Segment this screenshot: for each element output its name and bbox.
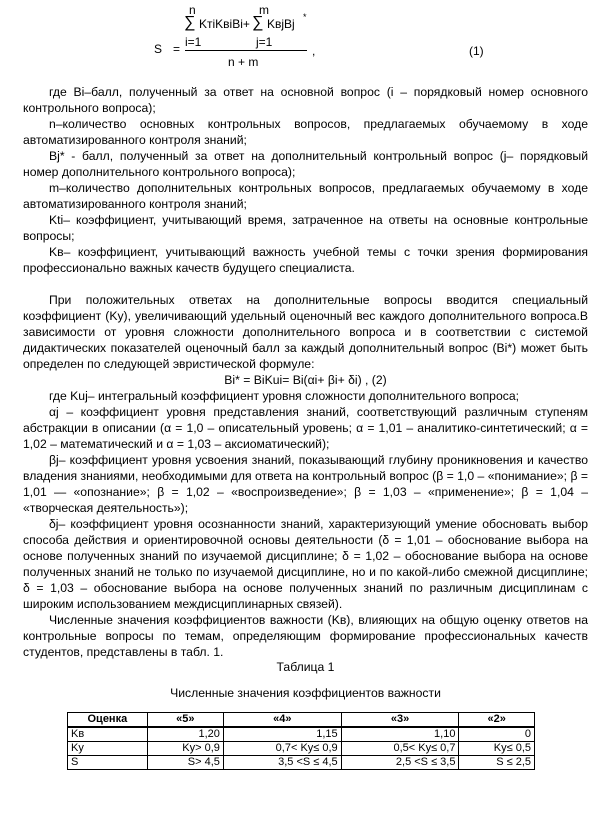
formula-denominator: n + m: [228, 55, 259, 69]
table-cell: 1,10: [341, 727, 459, 742]
table-cell: 1,20: [147, 727, 223, 742]
document-body: [23, 84, 588, 770]
definition-beta: βj– коэффициент уровня усвоения знаний, показывающий глубину проникновения и качество владения знаниями, необходимыми для ответа на контрольный вопрос (β = 1,0 – «понимание»; β = 1,01 — «опознание»; β = 1,02 – «воспроизведение»; β = 1,03 – «применение»; β = 1,04 – «творческая деятельность»);: [23, 453, 588, 515]
formula-comma: ,: [312, 44, 316, 58]
formula-term1: KтiKвiBi+: [199, 17, 250, 31]
formula-j-start: j=1: [256, 35, 273, 49]
definition-kuj: где Kuj– интегральный коэффициент уровня сложности дополнительного вопроса;: [49, 389, 519, 403]
formula-term2: KвjBj: [267, 17, 295, 31]
importance-coefficients-table: [67, 712, 535, 770]
fraction-bar: [185, 50, 307, 51]
table-cell: 0,7< Kу≤ 0,9: [223, 742, 341, 756]
definition-kti: Kti– коэффициент, учитывающий время, затраченное на ответы на основные контрольные вопросы;: [23, 213, 588, 243]
table-cell: 0: [459, 727, 535, 742]
paragraph-ku: При положительных ответах на дополнительные вопросы вводится специальный коэффициент (Kу), увеличивающий удельный оценочный вес каждого дополнительного вопроса.В зависимости от уровня сложности дополнительного вопроса и в соответствии с системой дидактических показателей оценочный балл за каждый дополнительный вопрос (Bi*) может быть определен по следующей эвристической формуле:: [23, 293, 588, 371]
formula-2: Bi* = BiKui= Bi(αi+ βi+ δi) , (2): [224, 373, 387, 387]
table-cell: Kу: [68, 742, 148, 756]
table-cell: S ≤ 2,5: [459, 756, 535, 770]
definition-bi: где Bi–балл, полученный за ответ на основной вопрос (i – порядковый номер основного контрольного вопроса);: [23, 85, 588, 115]
formula-lhs: S: [154, 42, 163, 56]
table-header: Оценка: [68, 713, 148, 728]
table-header: «2»: [459, 713, 535, 728]
table-cell: 2,5 <S ≤ 3,5: [341, 756, 459, 770]
table-cell: Kу> 0,9: [147, 742, 223, 756]
table-cell: 1,15: [223, 727, 341, 742]
formula-number: (1): [469, 44, 484, 58]
table-header: «5»: [147, 713, 223, 728]
table-cell: S> 4,5: [147, 756, 223, 770]
sum-symbol-j: ∑: [252, 14, 264, 31]
table-row: [68, 756, 535, 770]
table-header: «3»: [341, 713, 459, 728]
table-header-row: [68, 713, 535, 728]
formula-equals: =: [173, 42, 181, 56]
table-cell: 3,5 <S ≤ 4,5: [223, 756, 341, 770]
definition-kv: Kв– коэффициент, учитывающий важность учебной темы с точки зрения формирования профессионально важных качеств будущего специалиста.: [23, 245, 588, 275]
table-title: Численные значения коэффициентов важности: [170, 686, 441, 701]
table-number: Таблица 1: [276, 660, 335, 674]
formula-star: *: [303, 12, 307, 22]
definition-n: n–количество основных контрольных вопросов, предлагаемых обучаемому в ходе автоматизированного контроля знаний;: [23, 117, 588, 147]
table-header: «4»: [223, 713, 341, 728]
table-cell: S: [68, 756, 148, 770]
formula-i-start: i=1: [185, 35, 202, 49]
table-cell: Kу≤ 0,5: [459, 742, 535, 756]
formula-m-limit: m: [259, 3, 269, 17]
definition-alpha: αj – коэффициент уровня представления знаний, соответствующий различным ступеням абстракции в описании (α = 1,0 – описательный уровень; α = 1,01 – аналитико-синтетический; α = 1,02 – математический и α = 1,03 – аксиоматический);: [23, 405, 588, 451]
blank-line: [23, 276, 588, 292]
definition-m: m–количество дополнительных контрольных вопросов, предлагаемых обучаемому в ходе автоматизированного контроля знаний;: [23, 181, 588, 211]
definition-bj: Bj* - балл, полученный за ответ на дополнительный контрольный вопрос (j– порядковый номер дополнительного контрольного вопроса);: [23, 149, 588, 179]
table-cell: Kв: [68, 727, 148, 742]
table-row: [68, 742, 535, 756]
sum-symbol-i: ∑: [184, 14, 196, 31]
formula-1: [0, 0, 602, 80]
table-row: [68, 727, 535, 742]
table-cell: 0,5< Kу≤ 0,7: [341, 742, 459, 756]
definition-delta: δj– коэффициент уровня осознанности знаний, характеризующий умение обосновать выбор способа действия и ориентировочной основы деятельности (δ = 1,01 – обоснование выбора на основе полученных знаний по изучаемой дисциплине; δ = 1,02 – обоснование выбора на основе полученных знаний не только по изучаемой дисциплине, но и по какой-либо смежной дисциплине; δ = 1,03 – обоснование выбора на основе полученных знаний по различным дисциплинам с широким использованием междисциплинарных связей).: [23, 517, 588, 611]
paragraph-kv-values: Численные значения коэффициентов важности (Kв), влияющих на общую оценку ответов на контрольные вопросы по темам, определяющим формирование профессиональных качеств студентов, представлены в табл. 1.: [23, 613, 588, 659]
formula-n-limit: n: [189, 3, 196, 17]
